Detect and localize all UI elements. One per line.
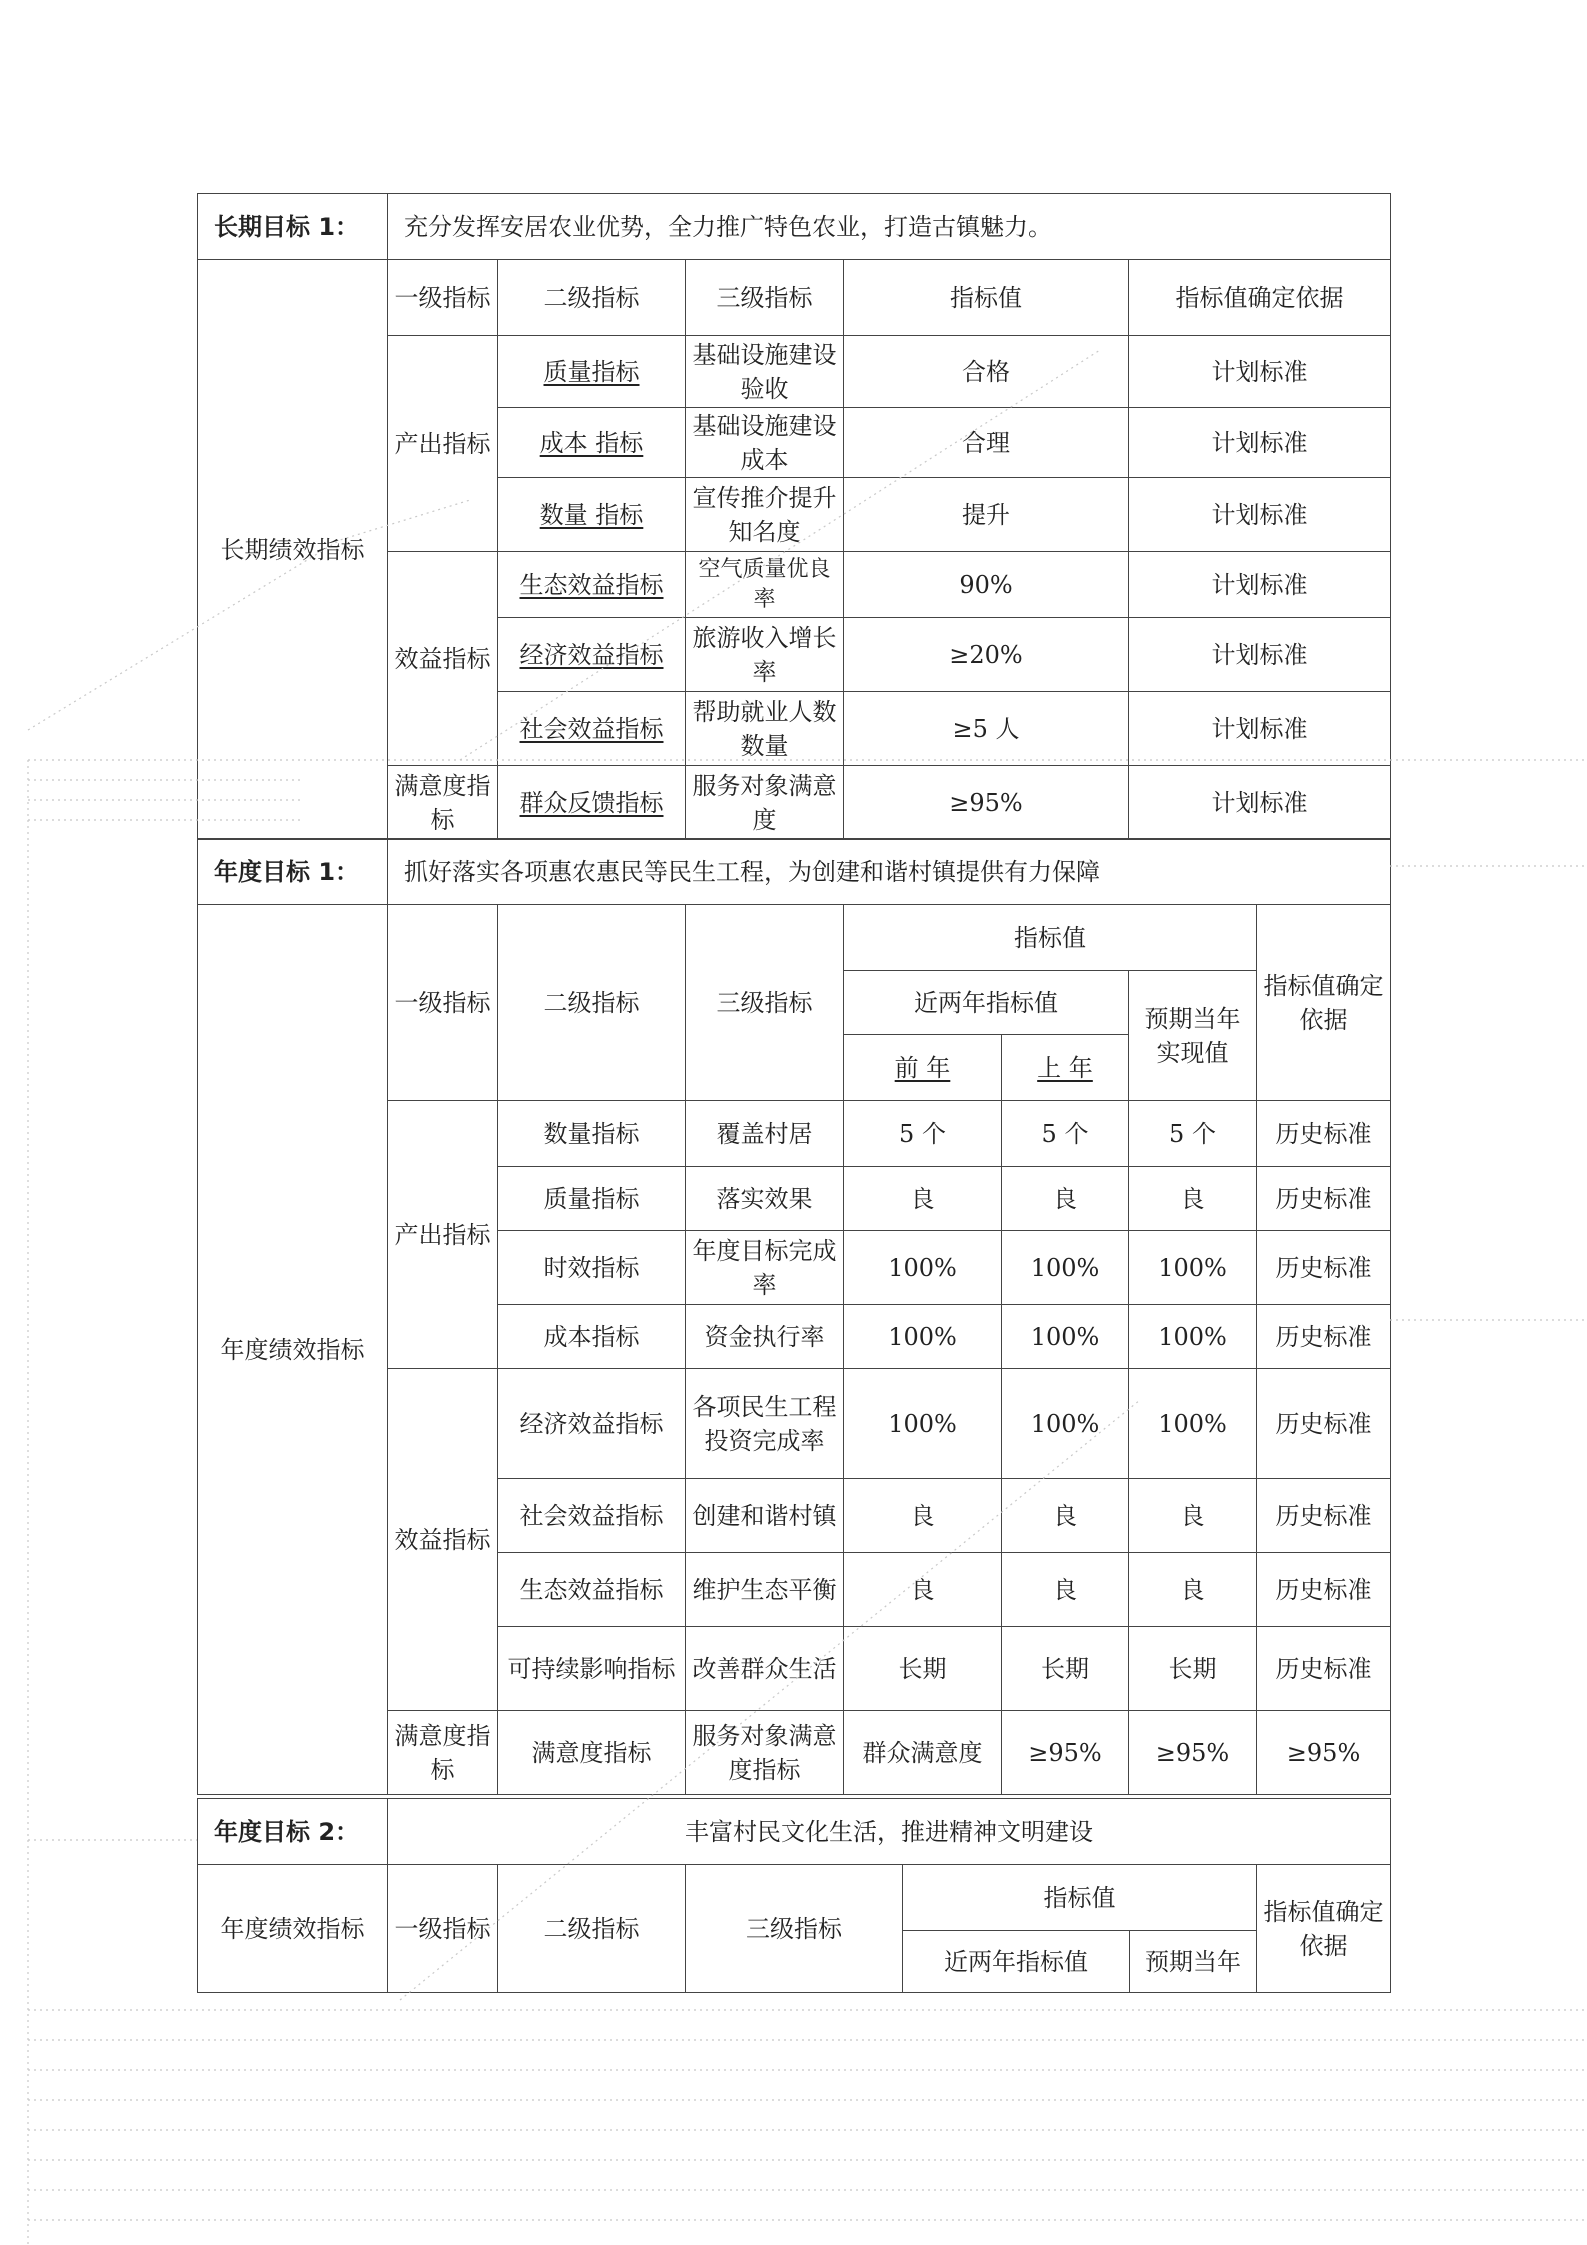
level2-cell: 可持续影响指标 <box>498 1627 686 1711</box>
value-cell: ≥20% <box>844 618 1129 692</box>
level3-cell: 改善群众生活 <box>686 1627 844 1711</box>
group-output: 产出指标 <box>388 336 498 552</box>
last-year-cell: 100% <box>1002 1305 1129 1369</box>
level2-cell: 质量指标 <box>498 336 686 408</box>
annual-goal-2-text: 丰富村民文化生活，推进精神文明建设 <box>388 1799 1391 1865</box>
annual-goal-1-table <box>197 838 1391 1795</box>
header-value: 指标值 <box>903 1865 1257 1931</box>
value-cell: 90% <box>844 552 1129 618</box>
basis-cell: 计划标准 <box>1129 692 1391 766</box>
level3-cell: 基础设施建设成本 <box>686 408 844 478</box>
group-satisfaction: 满意度指标 <box>388 1711 498 1795</box>
basis-cell: 计划标准 <box>1129 478 1391 552</box>
header-basis: 指标值确定依据 <box>1257 1865 1391 1993</box>
level2-cell: 成本 指标 <box>498 408 686 478</box>
level3-cell: 维护生态平衡 <box>686 1553 844 1627</box>
prev-year-cell: 100% <box>844 1305 1002 1369</box>
header-expected: 预期当年 <box>1130 1931 1257 1993</box>
header-level3: 三级指标 <box>686 1865 903 1993</box>
expected-cell: 良 <box>1129 1553 1257 1627</box>
header-level1: 一级指标 <box>388 260 498 336</box>
level3-cell: 旅游收入增长率 <box>686 618 844 692</box>
level3-cell: 空气质量优良率 <box>686 552 844 618</box>
header-expected: 预期当年实现值 <box>1129 971 1257 1101</box>
prev-year-cell: 5 个 <box>844 1101 1002 1167</box>
basis-cell: 历史标准 <box>1257 1479 1391 1553</box>
value-cell: 合理 <box>844 408 1129 478</box>
basis-cell: 历史标准 <box>1257 1167 1391 1231</box>
annual-goal-2-label: 年度目标 2： <box>198 1799 388 1865</box>
level2-cell: 社会效益指标 <box>498 1479 686 1553</box>
value-cell: ≥95% <box>844 766 1129 840</box>
group-benefit: 效益指标 <box>388 1369 498 1711</box>
last-year-cell: 100% <box>1002 1369 1129 1479</box>
expected-cell: 5 个 <box>1129 1101 1257 1167</box>
expected-cell: 100% <box>1129 1305 1257 1369</box>
long-term-goal-text: 充分发挥安居农业优势，全力推广特色农业，打造古镇魅力。 <box>388 194 1391 260</box>
expected-cell: 良 <box>1129 1479 1257 1553</box>
basis-cell: 历史标准 <box>1257 1627 1391 1711</box>
basis-cell: 历史标准 <box>1257 1231 1391 1305</box>
expected-cell: ≥95% <box>1129 1711 1257 1795</box>
basis-cell: 计划标准 <box>1129 618 1391 692</box>
level3-cell: 资金执行率 <box>686 1305 844 1369</box>
prev-year-cell: 长期 <box>844 1627 1002 1711</box>
last-year-cell: 良 <box>1002 1479 1129 1553</box>
level3-cell: 宣传推介提升知名度 <box>686 478 844 552</box>
annual-2-section-label: 年度绩效指标 <box>198 1865 388 1993</box>
last-year-cell: 良 <box>1002 1167 1129 1231</box>
prev-year-cell: 良 <box>844 1553 1002 1627</box>
level2-cell: 经济效益指标 <box>498 1369 686 1479</box>
basis-cell: ≥95% <box>1257 1711 1391 1795</box>
expected-cell: 长期 <box>1129 1627 1257 1711</box>
level3-cell: 基础设施建设验收 <box>686 336 844 408</box>
level3-cell: 服务对象满意度 <box>686 766 844 840</box>
level2-cell: 数量 指标 <box>498 478 686 552</box>
header-level3: 三级指标 <box>686 260 844 336</box>
group-satisfaction: 满意度指标 <box>388 766 498 840</box>
prev-year-cell: 群众满意度 <box>844 1711 1002 1795</box>
level2-cell: 质量指标 <box>498 1167 686 1231</box>
header-level2: 二级指标 <box>498 260 686 336</box>
value-cell: 提升 <box>844 478 1129 552</box>
header-basis: 指标值确定依据 <box>1129 260 1391 336</box>
level2-cell: 经济效益指标 <box>498 618 686 692</box>
header-last-year: 上 年 <box>1002 1035 1129 1101</box>
level3-cell: 各项民生工程投资完成率 <box>686 1369 844 1479</box>
level2-cell: 满意度指标 <box>498 1711 686 1795</box>
header-level3: 三级指标 <box>686 905 844 1101</box>
header-level1: 一级指标 <box>388 905 498 1101</box>
level3-cell: 创建和谐村镇 <box>686 1479 844 1553</box>
prev-year-cell: 100% <box>844 1231 1002 1305</box>
basis-cell: 计划标准 <box>1129 336 1391 408</box>
long-term-table <box>197 193 1391 840</box>
level2-cell: 社会效益指标 <box>498 692 686 766</box>
annual-goal-1-text: 抓好落实各项惠农惠民等民生工程，为创建和谐村镇提供有力保障 <box>388 839 1391 905</box>
prev-year-cell: 良 <box>844 1167 1002 1231</box>
last-year-cell: 100% <box>1002 1231 1129 1305</box>
long-term-section-label: 长期绩效指标 <box>198 260 388 840</box>
annual-goal-1-label: 年度目标 1： <box>198 839 388 905</box>
level2-cell: 数量指标 <box>498 1101 686 1167</box>
header-level1: 一级指标 <box>388 1865 498 1993</box>
annual-1-section-label: 年度绩效指标 <box>198 905 388 1795</box>
basis-cell: 历史标准 <box>1257 1553 1391 1627</box>
last-year-cell: 良 <box>1002 1553 1129 1627</box>
value-cell: 合格 <box>844 336 1129 408</box>
level2-cell: 生态效益指标 <box>498 1553 686 1627</box>
level2-cell: 群众反馈指标 <box>498 766 686 840</box>
prev-year-cell: 100% <box>844 1369 1002 1479</box>
value-cell: ≥5 人 <box>844 692 1129 766</box>
header-basis: 指标值确定依据 <box>1257 905 1391 1101</box>
level3-cell: 服务对象满意度指标 <box>686 1711 844 1795</box>
basis-cell: 历史标准 <box>1257 1101 1391 1167</box>
group-benefit: 效益指标 <box>388 552 498 766</box>
level2-cell: 时效指标 <box>498 1231 686 1305</box>
header-value: 指标值 <box>844 905 1257 971</box>
prev-year-cell: 良 <box>844 1479 1002 1553</box>
basis-cell: 历史标准 <box>1257 1369 1391 1479</box>
basis-cell: 计划标准 <box>1129 552 1391 618</box>
basis-cell: 历史标准 <box>1257 1305 1391 1369</box>
annual-goal-2-table <box>197 1798 1391 1993</box>
last-year-cell: 5 个 <box>1002 1101 1129 1167</box>
last-year-cell: 长期 <box>1002 1627 1129 1711</box>
level2-cell: 生态效益指标 <box>498 552 686 618</box>
expected-cell: 良 <box>1129 1167 1257 1231</box>
basis-cell: 计划标准 <box>1129 408 1391 478</box>
level3-cell: 帮助就业人数数量 <box>686 692 844 766</box>
expected-cell: 100% <box>1129 1231 1257 1305</box>
header-level2: 二级指标 <box>498 1865 686 1993</box>
header-recent-two-years: 近两年指标值 <box>844 971 1129 1035</box>
expected-cell: 100% <box>1129 1369 1257 1479</box>
group-output: 产出指标 <box>388 1101 498 1369</box>
header-level2: 二级指标 <box>498 905 686 1101</box>
header-recent-two-years: 近两年指标值 <box>903 1931 1130 1993</box>
level2-cell: 成本指标 <box>498 1305 686 1369</box>
level3-cell: 覆盖村居 <box>686 1101 844 1167</box>
level3-cell: 落实效果 <box>686 1167 844 1231</box>
last-year-cell: ≥95% <box>1002 1711 1129 1795</box>
basis-cell: 计划标准 <box>1129 766 1391 840</box>
header-prev-year: 前 年 <box>844 1035 1002 1101</box>
level3-cell: 年度目标完成率 <box>686 1231 844 1305</box>
long-term-goal-label: 长期目标 1： <box>198 194 388 260</box>
header-value: 指标值 <box>844 260 1129 336</box>
